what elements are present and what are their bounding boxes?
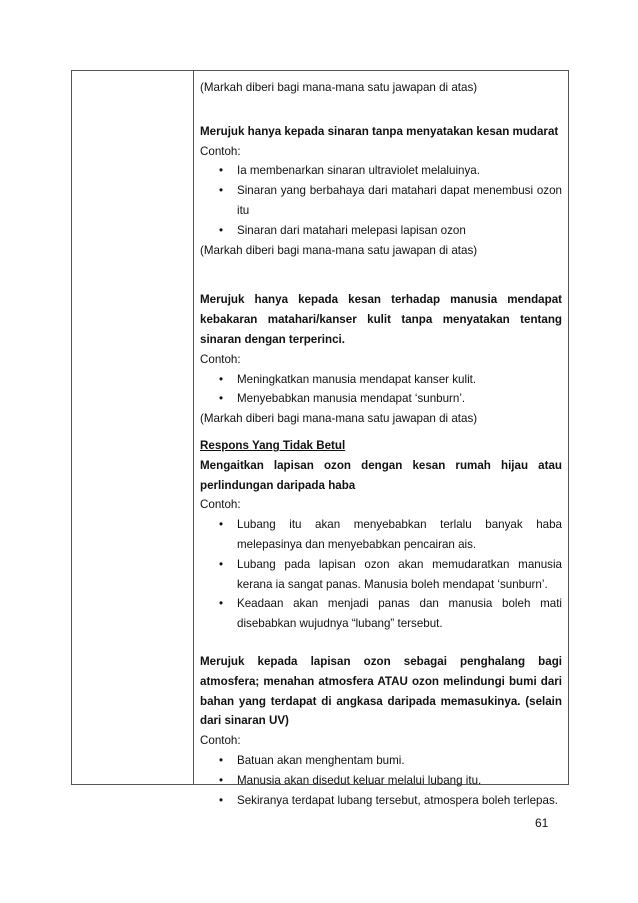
bullet-icon: • (219, 392, 224, 406)
bullet-icon: • (219, 223, 224, 237)
bullet-icon: • (219, 793, 224, 807)
marks-note: (Markah diberi bagi mana-mana satu jawapan di atas) (200, 243, 478, 257)
list-item: • Sekiranya terdapat lubang tersebut, atmospera boleh terlepas. (200, 791, 562, 811)
bullet-icon: • (219, 597, 224, 611)
bullet-icon: • (219, 518, 224, 532)
page-number: 61 (535, 816, 549, 830)
bullet-icon: • (219, 753, 224, 767)
bullet-icon: • (219, 164, 224, 178)
bullet-icon: • (219, 773, 224, 787)
list-item: • Lubang itu akan menyebabkan terlalu banyak haba melepasinya dan menyebabkan pencairan ais. (200, 515, 562, 555)
section-heading: Merujuk hanya kepada sinaran tanpa menyatakan kesan mudarat (200, 124, 559, 138)
example-list (200, 751, 562, 810)
marks-note: (Markah diberi bagi mana-mana satu jawapan di atas) (200, 81, 478, 94)
example-label: Contoh: (200, 352, 241, 366)
answer-cell (200, 78, 562, 810)
section-heading: Merujuk kepada lapisan ozon sebagai penghalang bagi atmosfera; menahan atmosfera ATAU ozon melindungi bumi dari bahan yang terdapat di angkasa daripada memasukinya. (selain dari sinaran UV) (200, 654, 562, 728)
column-divider (193, 71, 194, 784)
bullet-icon: • (219, 372, 224, 386)
list-item: • Sinaran dari matahari melepasi lapisan ozon (200, 221, 562, 241)
example-label: Contoh: (200, 498, 241, 512)
marks-note: (Markah diberi bagi mana-mana satu jawapan di atas) (200, 412, 478, 426)
list-item: • Manusia akan disedut keluar melalui lubang itu. (200, 771, 562, 791)
list-item: • Lubang pada lapisan ozon akan memudaratkan manusia kerana ia sangat panas. Manusia boleh mendapat ‘sunburn’. (200, 555, 562, 595)
bullet-icon: • (219, 184, 224, 198)
example-list (200, 370, 562, 410)
list-item: • Sinaran yang berbahaya dari matahari dapat menembusi ozon itu (200, 181, 562, 221)
bullet-icon: • (219, 557, 224, 571)
section-heading: Mengaitkan lapisan ozon dengan kesan rumah hijau atau perlindungan daripada haba (200, 458, 562, 492)
example-label: Contoh: (200, 734, 241, 748)
example-list (200, 161, 562, 240)
list-item: • Menyebabkan manusia mendapat ‘sunburn’. (200, 389, 562, 409)
example-label: Contoh: (200, 144, 241, 158)
section-title: Respons Yang Tidak Betul (200, 438, 346, 452)
example-list (200, 515, 562, 634)
list-item: • Keadaan akan menjadi panas dan manusia boleh mati disebabkan wujudnya “lubang” tersebut. (200, 594, 562, 634)
list-item: • Batuan akan menghentam bumi. (200, 751, 562, 771)
section-heading: Merujuk hanya kepada kesan terhadap manusia mendapat kebakaran matahari/kanser kulit tanpa menyatakan tentang sinaran dengan terperinci. (200, 293, 562, 346)
answer-table (71, 70, 569, 807)
list-item: • Ia membenarkan sinaran ultraviolet melaluinya. (200, 161, 562, 181)
list-item: • Meningkatkan manusia mendapat kanser kulit. (200, 370, 562, 390)
